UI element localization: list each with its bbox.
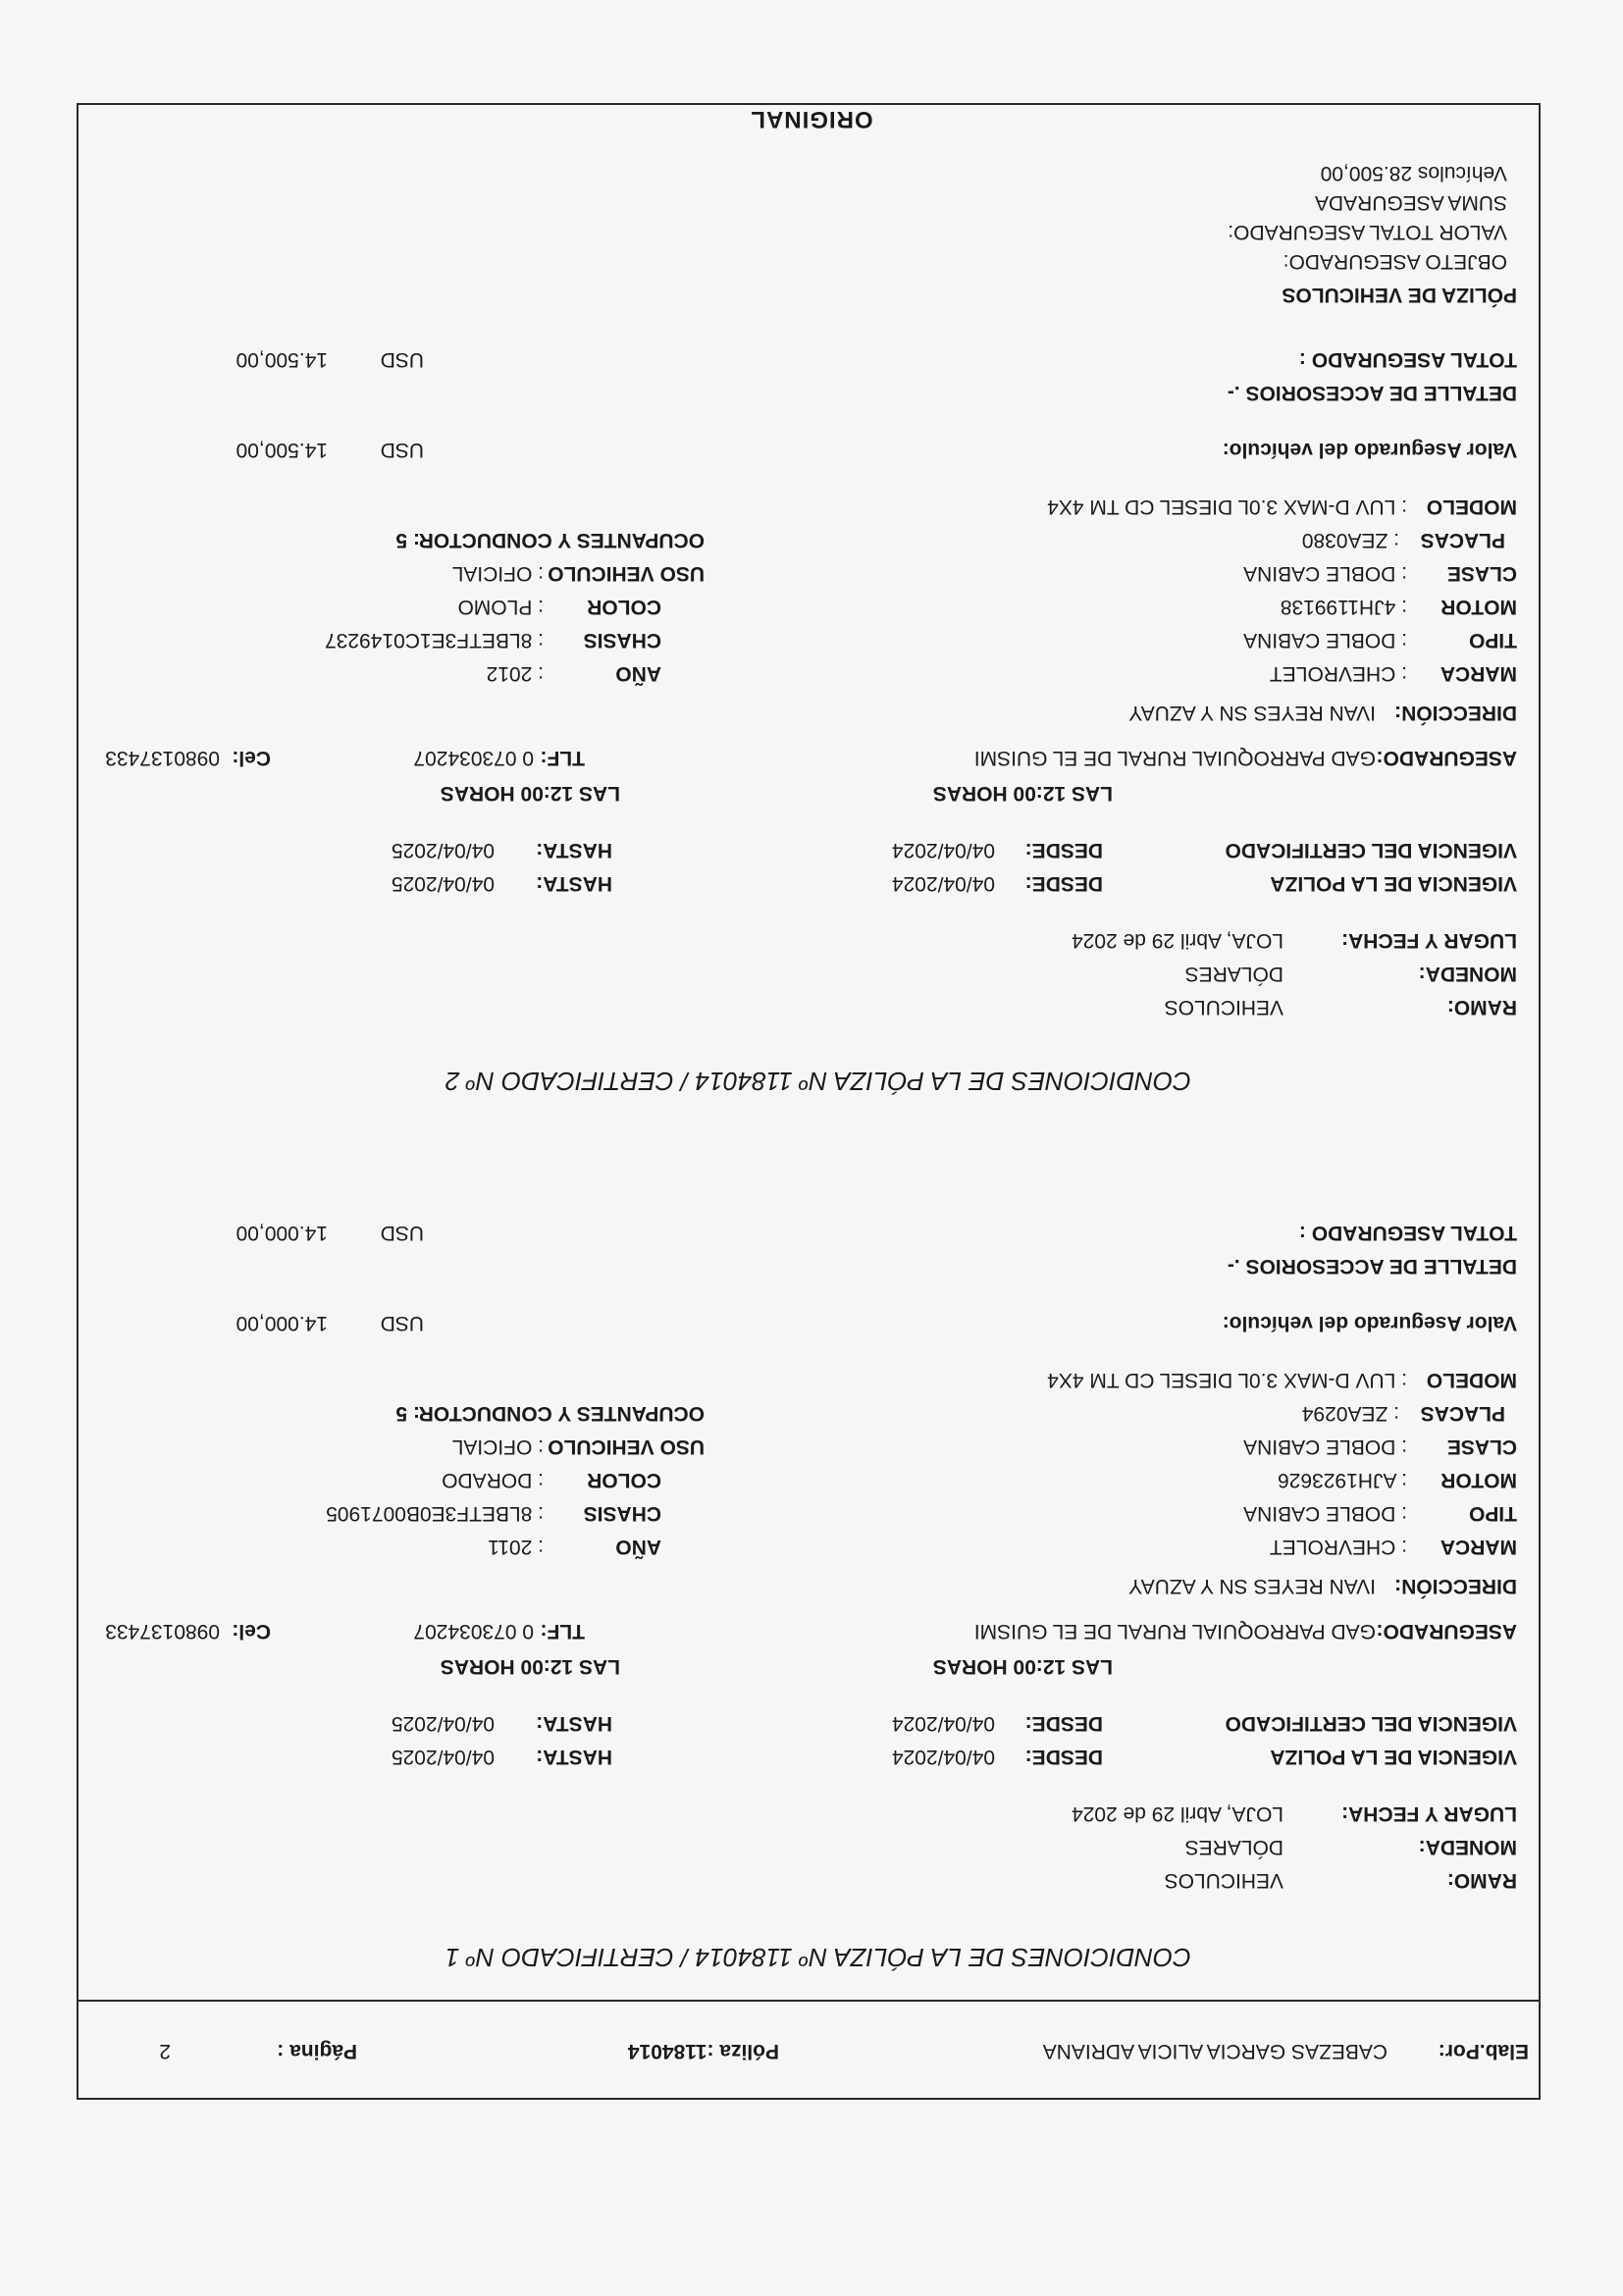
marca-value: : CHEVROLET [1269,1536,1407,1558]
poliza-label: Póliza :1184014 [627,2040,779,2062]
tipo-value: : DOBLE CABINA [1243,629,1407,652]
hasta-value: 04/04/2025 [391,1746,495,1768]
tlf-value: 0 073034207 [413,747,534,769]
ramo-value: VEHICULOS [1164,996,1283,1018]
tlf-label: TLF: [540,747,585,769]
horas-desde: LAS 12:00 HORAS [932,782,1113,805]
asegurado-value: GAD PARROQUIAL RURAL DE EL GUISMI [973,1620,1376,1643]
anio-label: AÑO [615,1536,661,1558]
cel-value: 0980137433 [105,747,220,769]
horas-hasta: LAS 12:00 HORAS [440,782,620,805]
modelo-label: MODELO [1426,1369,1517,1391]
ocupantes-label: OCUPANTES Y CONDUCTOR [418,529,705,551]
direccion-label: DIRECCIÓN: [1394,1575,1517,1597]
desde-value: 04/04/2024 [891,1746,995,1768]
hasta-label: HASTA: [536,1712,612,1735]
ramo-value: VEHICULOS [1164,1869,1283,1892]
vigencia-certificado-label: VIGENCIA DEL CERTIFICADO [1225,839,1517,861]
clase-label: CLASE [1446,1435,1517,1458]
uso-label: USO VEHICULO [548,1435,705,1458]
valor-currency: USD [380,439,424,461]
anio-value: : 2012 [486,662,544,685]
color-value: : PLOMO [457,596,544,618]
placas-value: : ZEA0380 [1301,529,1399,551]
hasta-value: 04/04/2025 [391,872,495,895]
modelo-label: MODELO [1426,496,1517,518]
marca-value: : CHEVROLET [1269,662,1407,685]
pagina-label: Página : [277,2040,357,2062]
chasis-value: : 8LBETF3E1C0149237 [325,629,544,652]
ocupantes-value: : 5 [395,1402,420,1425]
cel-label: Cel: [232,1620,271,1643]
desde-label: DESDE: [1024,872,1103,895]
cel-value: 0980137433 [105,1620,220,1643]
total-currency: USD [380,1222,424,1244]
elab-label: Elab.Por: [1438,2040,1529,2062]
hasta-label: HASTA: [536,839,612,861]
asegurado-label: ASEGURADO: [1376,747,1517,769]
modelo-value: : LUV D-MAX 3.0L DIESEL CD TM 4X4 [1047,496,1407,518]
tlf-label: TLF: [540,1620,585,1643]
tipo-label: TIPO [1468,1502,1517,1525]
valor-amount: 14.000,00 [236,1312,328,1334]
ocupantes-value: : 5 [395,529,420,551]
suma-asegurada-label: SUMA ASEGURADA [1314,191,1507,214]
ramo-label: RAMO: [1446,996,1517,1018]
horas-desde: LAS 12:00 HORAS [932,1655,1113,1678]
valor-total-asegurado-label: VALOR TOTAL ASEGURADO: [1228,221,1507,243]
motor-label: MOTOR [1440,1469,1517,1491]
detalle-accesorios-label: DETALLE DE ACCESORIOS .- [1227,1255,1517,1278]
elab-value: CABEZAS GARCIA ALICIA ADRIANA [1042,2040,1387,2062]
lugar-label: LUGAR Y FECHA: [1341,1802,1517,1825]
asegurado-label: ASEGURADO: [1376,1620,1517,1643]
direccion-value: IVAN REYES SN Y AZUAY [1128,702,1376,724]
valor-amount: 14.500,00 [236,439,328,461]
certificate-title: CONDICIONES DE LA PÓLIZA Nº 1184014 / CERTIFICADO Nº 1 [445,1943,1191,1972]
tipo-label: TIPO [1468,629,1517,652]
vigencia-poliza-label: VIGENCIA DE LA POLIZA [1270,1746,1517,1768]
ramo-label: RAMO: [1446,1869,1517,1892]
certificate-title: CONDICIONES DE LA PÓLIZA Nº 1184014 / CERTIFICADO Nº 2 [445,1067,1191,1096]
direccion-value: IVAN REYES SN Y AZUAY [1128,1575,1376,1597]
poliza-vehiculos-title: PÓLIZA DE VEHICULOS [1282,284,1517,306]
total-amount: 14.000,00 [236,1222,328,1244]
color-value: : DORADO [442,1469,544,1491]
tlf-value: 0 073034207 [413,1620,534,1643]
detalle-accesorios-label: DETALLE DE ACCESORIOS .- [1227,382,1517,404]
original-stamp: ORIGINAL [750,106,873,132]
header-divider [79,2000,1539,2002]
anio-value: : 2011 [488,1536,544,1558]
motor-value: : AJH1923626 [1278,1469,1407,1491]
moneda-label: MONEDA: [1418,963,1517,985]
hasta-label: HASTA: [536,1746,612,1768]
lugar-value: LOJA, Abril 29 de 2024 [1072,1802,1283,1825]
placas-label: PLACAS [1420,1402,1505,1425]
tipo-value: : DOBLE CABINA [1243,1502,1407,1525]
moneda-value: DÓLARES [1184,1836,1283,1858]
marca-label: MARCA [1440,1536,1517,1558]
clase-label: CLASE [1446,562,1517,585]
pagina-value: 2 [159,2040,171,2062]
hasta-value: 04/04/2025 [391,839,495,861]
anio-label: AÑO [615,662,661,685]
motor-label: MOTOR [1440,596,1517,618]
lugar-value: LOJA, Abril 29 de 2024 [1072,929,1283,952]
uso-value: : OFICIAL [451,562,544,585]
horas-hasta: LAS 12:00 HORAS [440,1655,620,1678]
cel-label: Cel: [232,747,271,769]
desde-label: DESDE: [1024,839,1103,861]
desde-label: DESDE: [1024,1746,1103,1768]
total-asegurado-label: TOTAL ASEGURADO : [1298,1222,1517,1244]
placas-label: PLACAS [1420,529,1505,551]
lugar-label: LUGAR Y FECHA: [1341,929,1517,952]
color-label: COLOR [587,596,661,618]
color-label: COLOR [587,1469,661,1491]
vigencia-certificado-label: VIGENCIA DEL CERTIFICADO [1225,1712,1517,1735]
uso-label: USO VEHICULO [548,562,705,585]
motor-value: : 4JH1199138 [1280,596,1407,618]
clase-value: : DOBLE CABINA [1243,1435,1407,1458]
moneda-value: DÓLARES [1184,963,1283,985]
chasis-label: CHASIS [583,629,661,652]
valor-label: Valor Asegurado del vehículo: [1222,439,1517,461]
direccion-label: DIRECCIÓN: [1394,702,1517,724]
chasis-label: CHASIS [583,1502,661,1525]
objeto-asegurado-label: OBJETO ASEGURADO: [1283,250,1507,273]
ocupantes-label: OCUPANTES Y CONDUCTOR [418,1402,705,1425]
placas-value: : ZEA0294 [1301,1402,1399,1425]
valor-currency: USD [380,1312,424,1334]
moneda-label: MONEDA: [1418,1836,1517,1858]
vehiculos-suma-value: Vehículos 28.500,00 [1320,162,1507,184]
hasta-label: HASTA: [536,872,612,895]
chasis-value: : 8LBETF3E0B0071905 [326,1502,544,1525]
desde-value: 04/04/2024 [891,1712,995,1735]
desde-label: DESDE: [1024,1712,1103,1735]
modelo-value: : LUV D-MAX 3.0L DIESEL CD TM 4X4 [1047,1369,1407,1391]
marca-label: MARCA [1440,662,1517,685]
vigencia-poliza-label: VIGENCIA DE LA POLIZA [1270,872,1517,895]
uso-value: : OFICIAL [451,1435,544,1458]
asegurado-value: GAD PARROQUIAL RURAL DE EL GUISMI [973,747,1376,769]
total-currency: USD [380,348,424,371]
clase-value: : DOBLE CABINA [1243,562,1407,585]
desde-value: 04/04/2024 [891,872,995,895]
hasta-value: 04/04/2025 [391,1712,495,1735]
desde-value: 04/04/2024 [891,839,995,861]
total-amount: 14.500,00 [236,348,328,371]
total-asegurado-label: TOTAL ASEGURADO : [1298,348,1517,371]
valor-label: Valor Asegurado del vehículo: [1222,1312,1517,1334]
